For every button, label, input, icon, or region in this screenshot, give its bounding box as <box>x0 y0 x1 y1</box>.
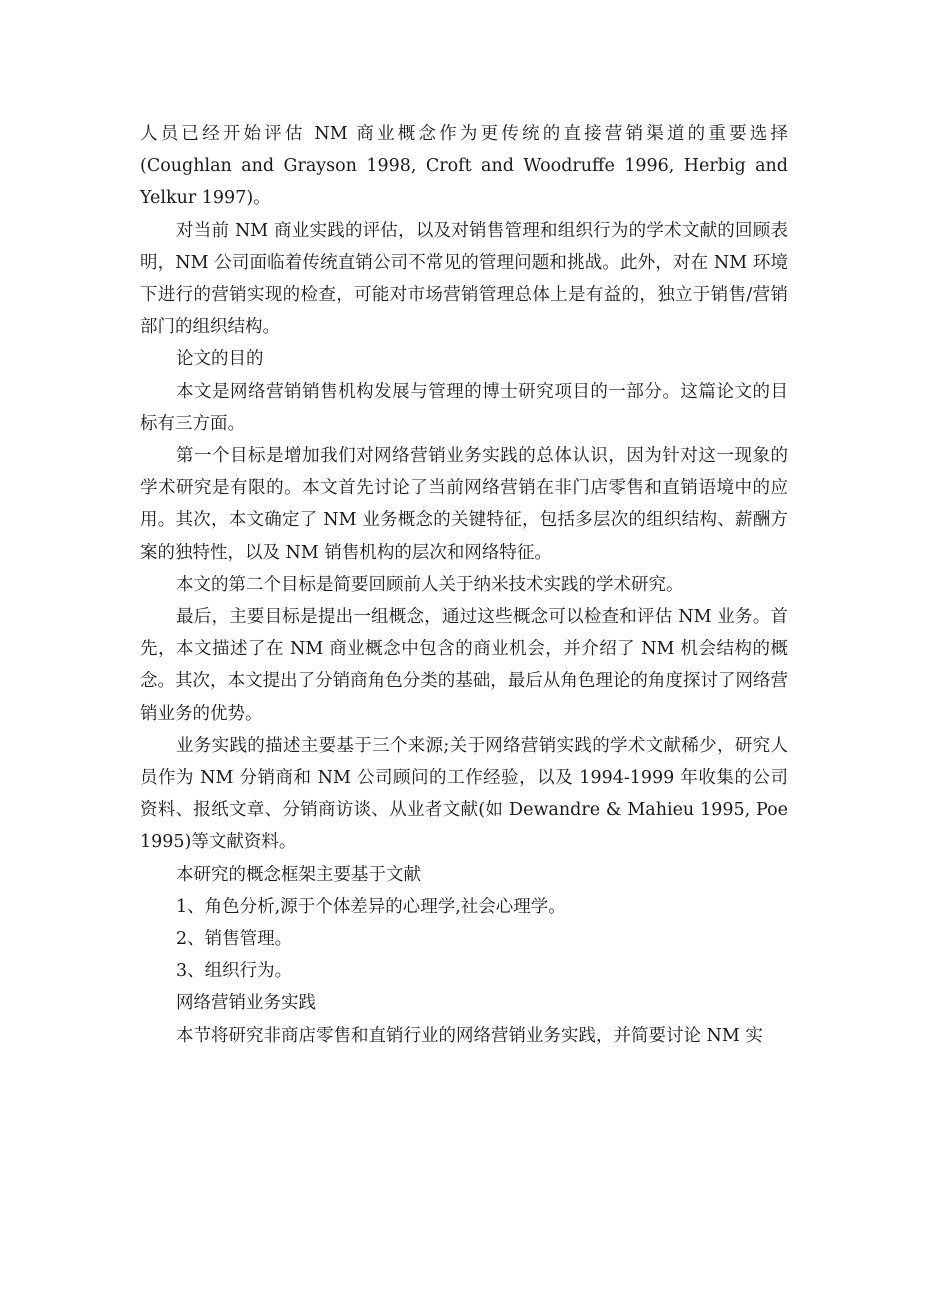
paragraph-main-objective: 最后，主要目标是提出一组概念，通过这些概念可以检查和评估 NM 业务。首先，本文描述了在 NM 商业概念中包含的商业机会，并介绍了 NM 机会结构的概念。其次，本文提出了分销商角色分类的基础，最后从角色理论的角度探讨了网络营销业务的优势。 <box>140 607 788 724</box>
paragraph-section-intro: 本节将研究非商店零售和直销行业的网络营销业务实践，并简要讨论 NM 实 <box>176 1025 763 1046</box>
list-item-role-analysis: 1、角色分析,源于个体差异的心理学,社会心理学。 <box>176 896 566 917</box>
heading-paper-purpose: 论文的目的 <box>176 349 264 370</box>
paragraph-evaluation: 对当前 NM 商业实践的评估，以及对销售管理和组织行为的学术文献的回顾表明，NM 公司面临着传统直销公司不常见的管理问题和挑战。此外，对在 NM 环境下进行的营销实现的检查，可能对市场营销管理总体上是有益的，独立于销售/营销部门的组织结构。 <box>140 220 788 338</box>
document-body <box>140 118 788 1052</box>
paragraph-first-objective: 第一个目标是增加我们对网络营销业务实践的总体认识，因为针对这一现象的学术研究是有限的。本文首先讨论了当前网络营销在非门店零售和直销语境中的应用。其次，本文确定了 NM 业务概念的关键特征，包括多层次的组织结构、薪酬方案的独特性，以及 NM 销售机构的层次和网络特征。 <box>140 446 788 563</box>
heading-nm-business-practice: 网络营销业务实践 <box>176 993 316 1014</box>
paragraph-framework: 本研究的概念框架主要基于文献 <box>176 864 421 885</box>
list-item-sales-management: 2、销售管理。 <box>176 929 293 950</box>
paragraph-second-objective: 本文的第二个目标是简要回顾前人关于纳米技术实践的学术研究。 <box>176 574 684 595</box>
paragraph-sources: 业务实践的描述主要基于三个来源;关于网络营销实践的学术文献稀少，研究人员作为 NM 分销商和 NM 公司顾问的工作经验，以及 1994-1999 年收集的公司资料、报纸文章、分销商访谈、从业者文献(如 Dewandre & Mahieu 1995, Poe 1995)等文献资料。 <box>140 735 788 853</box>
paragraph-intro-continuation: 人员已经开始评估 NM 商业概念作为更传统的直接营销渠道的重要选择 (Coughlan and Grayson 1998, Croft and Woodruffe 1996, Herbig and Yelkur 1997)。 <box>140 124 788 209</box>
paragraph-objectives: 本文是网络营销销售机构发展与管理的博士研究项目的一部分。这篇论文的目标有三方面。 <box>140 381 788 434</box>
list-item-organizational-behavior: 3、组织行为。 <box>176 961 293 982</box>
